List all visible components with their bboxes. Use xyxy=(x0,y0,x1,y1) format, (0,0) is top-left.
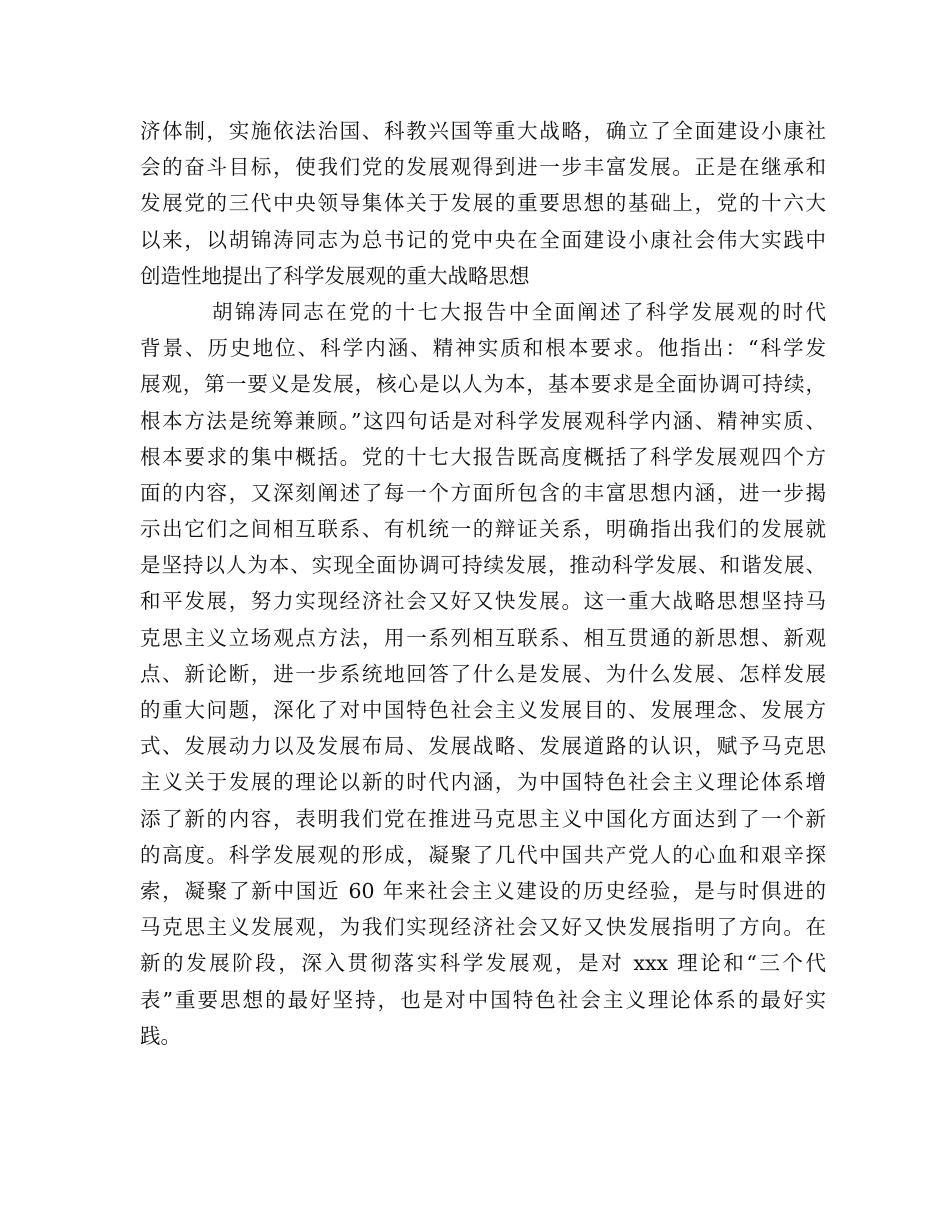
text-line: 新的发展阶段，深入贯彻落实科学发展观，是对 xxx 理论和“三个代 xyxy=(140,951,826,976)
text-line: 以来，以胡锦涛同志为总书记的党中央在全面建设小康社会伟大实践中 xyxy=(140,227,826,252)
text-line: 发展党的三代中央领导集体关于发展的重要思想的基础上，党的十六大 xyxy=(140,191,826,216)
text-line: 点、新论断，进一步系统地回答了什么是发展、为什么发展、怎样发展 xyxy=(140,661,826,686)
text-line: 的重大问题，深化了对中国特色社会主义发展目的、发展理念、发展方 xyxy=(140,698,826,722)
text-line: 马克思主义发展观，为我们实现经济社会又好又快发展指明了方向。在 xyxy=(140,915,826,940)
text-line: 背景、历史地位、科学内涵、精神实质和根本要求。他指出：“科学发 xyxy=(140,336,826,361)
paragraph-1 xyxy=(140,113,826,294)
text-line: 克思主义立场观点方法，用一系列相互联系、相互贯通的新思想、新观 xyxy=(140,625,826,650)
text-line: 主义关于发展的理论以新的时代内涵，为中国特色社会主义理论体系增 xyxy=(140,770,826,795)
text-line: 面的内容，又深刻阐述了每一个方面所包含的丰富思想内涵，进一步揭 xyxy=(140,480,826,505)
text-line: 示出它们之间相互联系、有机统一的辩证关系，明确指出我们的发展就 xyxy=(140,517,826,542)
text-line: 添了新的内容，表明我们党在推进马克思主义中国化方面达到了一个新 xyxy=(140,806,826,831)
text-line: 展观，第一要义是发展，核心是以人为本，基本要求是全面协调可持续， xyxy=(140,372,826,397)
text-line: 胡锦涛同志在党的十七大报告中全面阐述了科学发展观的时代 xyxy=(212,299,826,324)
text-line: 会的奋斗目标，使我们党的发展观得到进一步丰富发展。正是在继承和 xyxy=(140,155,826,180)
text-line: 践。 xyxy=(140,1023,181,1048)
text-line: 和平发展，努力实现经济社会又好又快发展。这一重大战略思想坚持马 xyxy=(140,589,826,614)
text-line: 是坚持以人为本、实现全面协调可持续发展，推动科学发展、和谐发展、 xyxy=(140,553,826,578)
text-line: 表”重要思想的最好坚持，也是对中国特色社会主义理论体系的最好实 xyxy=(140,987,826,1012)
text-line: 根本方法是统筹兼顾。”这四句话是对科学发展观科学内涵、精神实质、 xyxy=(140,408,826,433)
text-line: 根本要求的集中概括。党的十七大报告既高度概括了科学发展观四个方 xyxy=(140,444,826,469)
document-body xyxy=(140,113,826,1054)
text-line: 创造性地提出了科学发展观的重大战略思想 xyxy=(140,263,530,288)
text-line: 的高度。科学发展观的形成，凝聚了几代中国共产党人的心血和艰辛探 xyxy=(140,842,826,867)
text-line: 济体制，实施依法治国、科教兴国等重大战略，确立了全面建设小康社 xyxy=(140,119,826,143)
paragraph-2 xyxy=(140,294,826,1054)
text-line: 式、发展动力以及发展布局、发展战略、发展道路的认识，赋予马克思 xyxy=(140,734,826,759)
text-line: 索，凝聚了新中国近 60 年来社会主义建设的历史经验，是与时俱进的 xyxy=(140,878,826,903)
